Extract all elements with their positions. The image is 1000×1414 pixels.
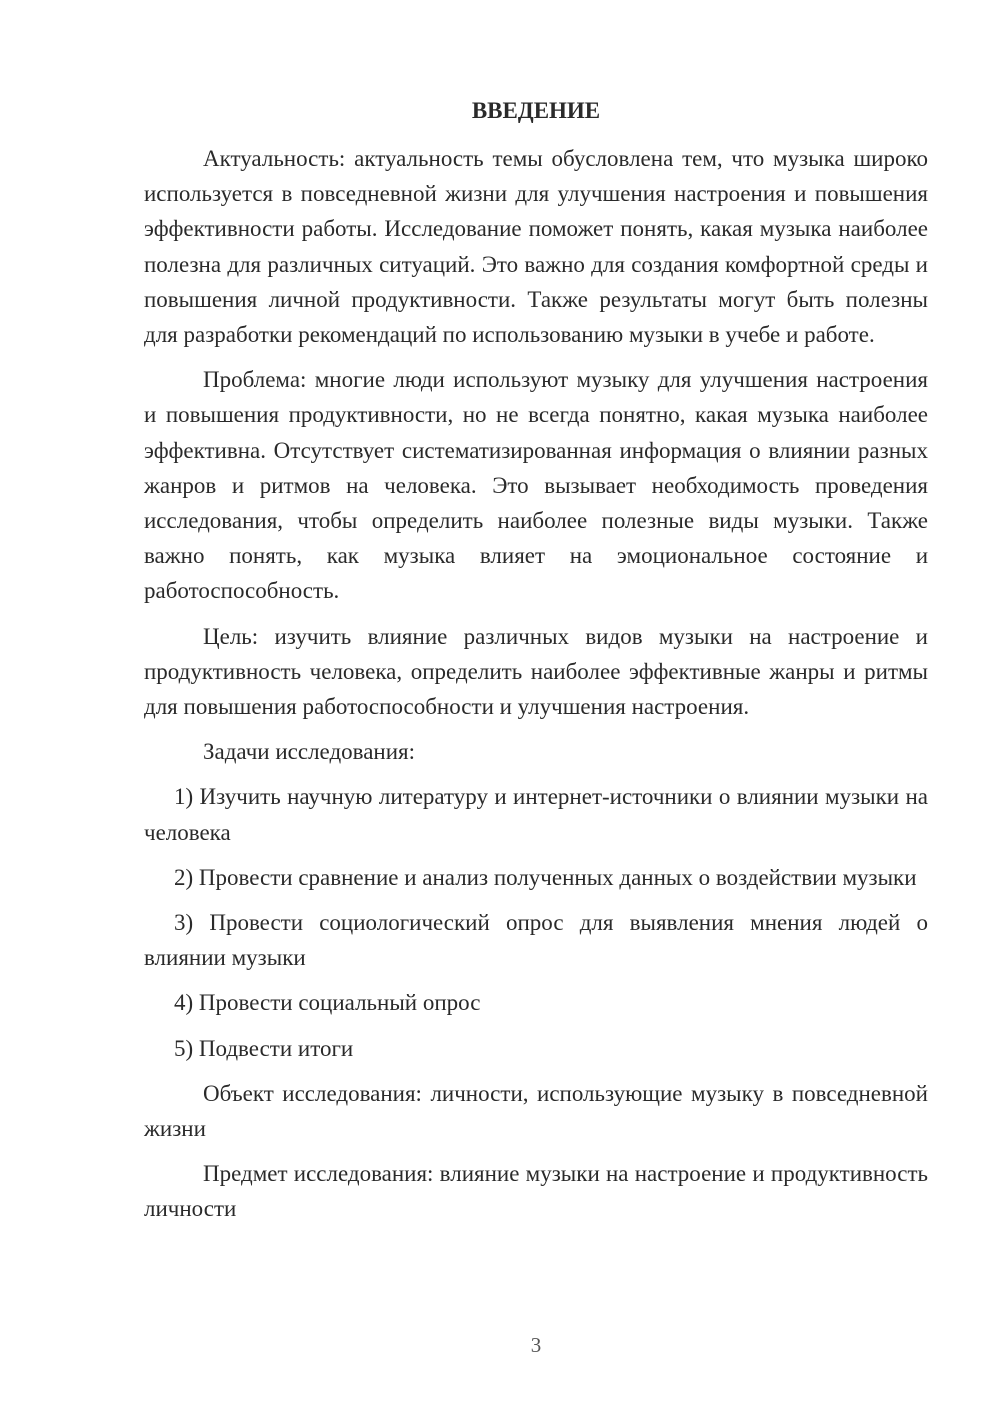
goal-paragraph: Цель: изучить влияние различных видов музыки на настроение и продуктивность человека, определить наиболее эффективные жанры и ритмы для повышения работоспособности и улучшения настроения. — [144, 623, 928, 720]
relevance-paragraph: Актуальность: актуальность темы обусловлена тем, что музыка широко используется в повседневной жизни для улучшения настроения и повышения эффективности работы. Исследование поможет понять, какая музыка наиболее полезна для различных ситуаций. Это важно для создания комфортной среды и повышения личной продуктивности. Также результаты могут быть полезны для разработки рекомендаций по использованию музыки в учебе и работе. — [144, 146, 928, 348]
section-title: ВВЕДЕНИЕ — [471, 98, 601, 123]
task-item: 3) Провести социологический опрос для выявления мнения людей о влиянии музыки — [144, 910, 928, 971]
task-item: 1) Изучить научную литературу и интернет-источники о влиянии музыки на человека — [144, 784, 928, 845]
subject-paragraph: Предмет исследования: влияние музыки на настроение и продуктивность личности — [144, 1161, 928, 1222]
task-item: 2) Провести сравнение и анализ полученных данных о воздействии музыки — [174, 864, 917, 890]
page-number: 3 — [530, 1333, 542, 1357]
document-page — [144, 95, 928, 1227]
task-item: 5) Подвести итоги — [174, 1035, 354, 1061]
object-paragraph: Объект исследования: личности, использующие музыку в повседневной жизни — [144, 1080, 928, 1142]
task-item: 4) Провести социальный опрос — [174, 990, 481, 1016]
tasks-heading: Задачи исследования: — [203, 739, 416, 765]
problem-paragraph: Проблема: многие люди используют музыку для улучшения настроения и повышения продуктивности, но не всегда понятно, какая музыка наиболее эффективна. Отсутствует систематизированная информация о влиянии разных жанров и ритмов на человека. Это вызывает необходимость проведения исследования, чтобы определить наиболее полезные виды музыки. Также важно понять, как музыка влияет на эмоциональное состояние и работоспособность. — [144, 367, 928, 604]
